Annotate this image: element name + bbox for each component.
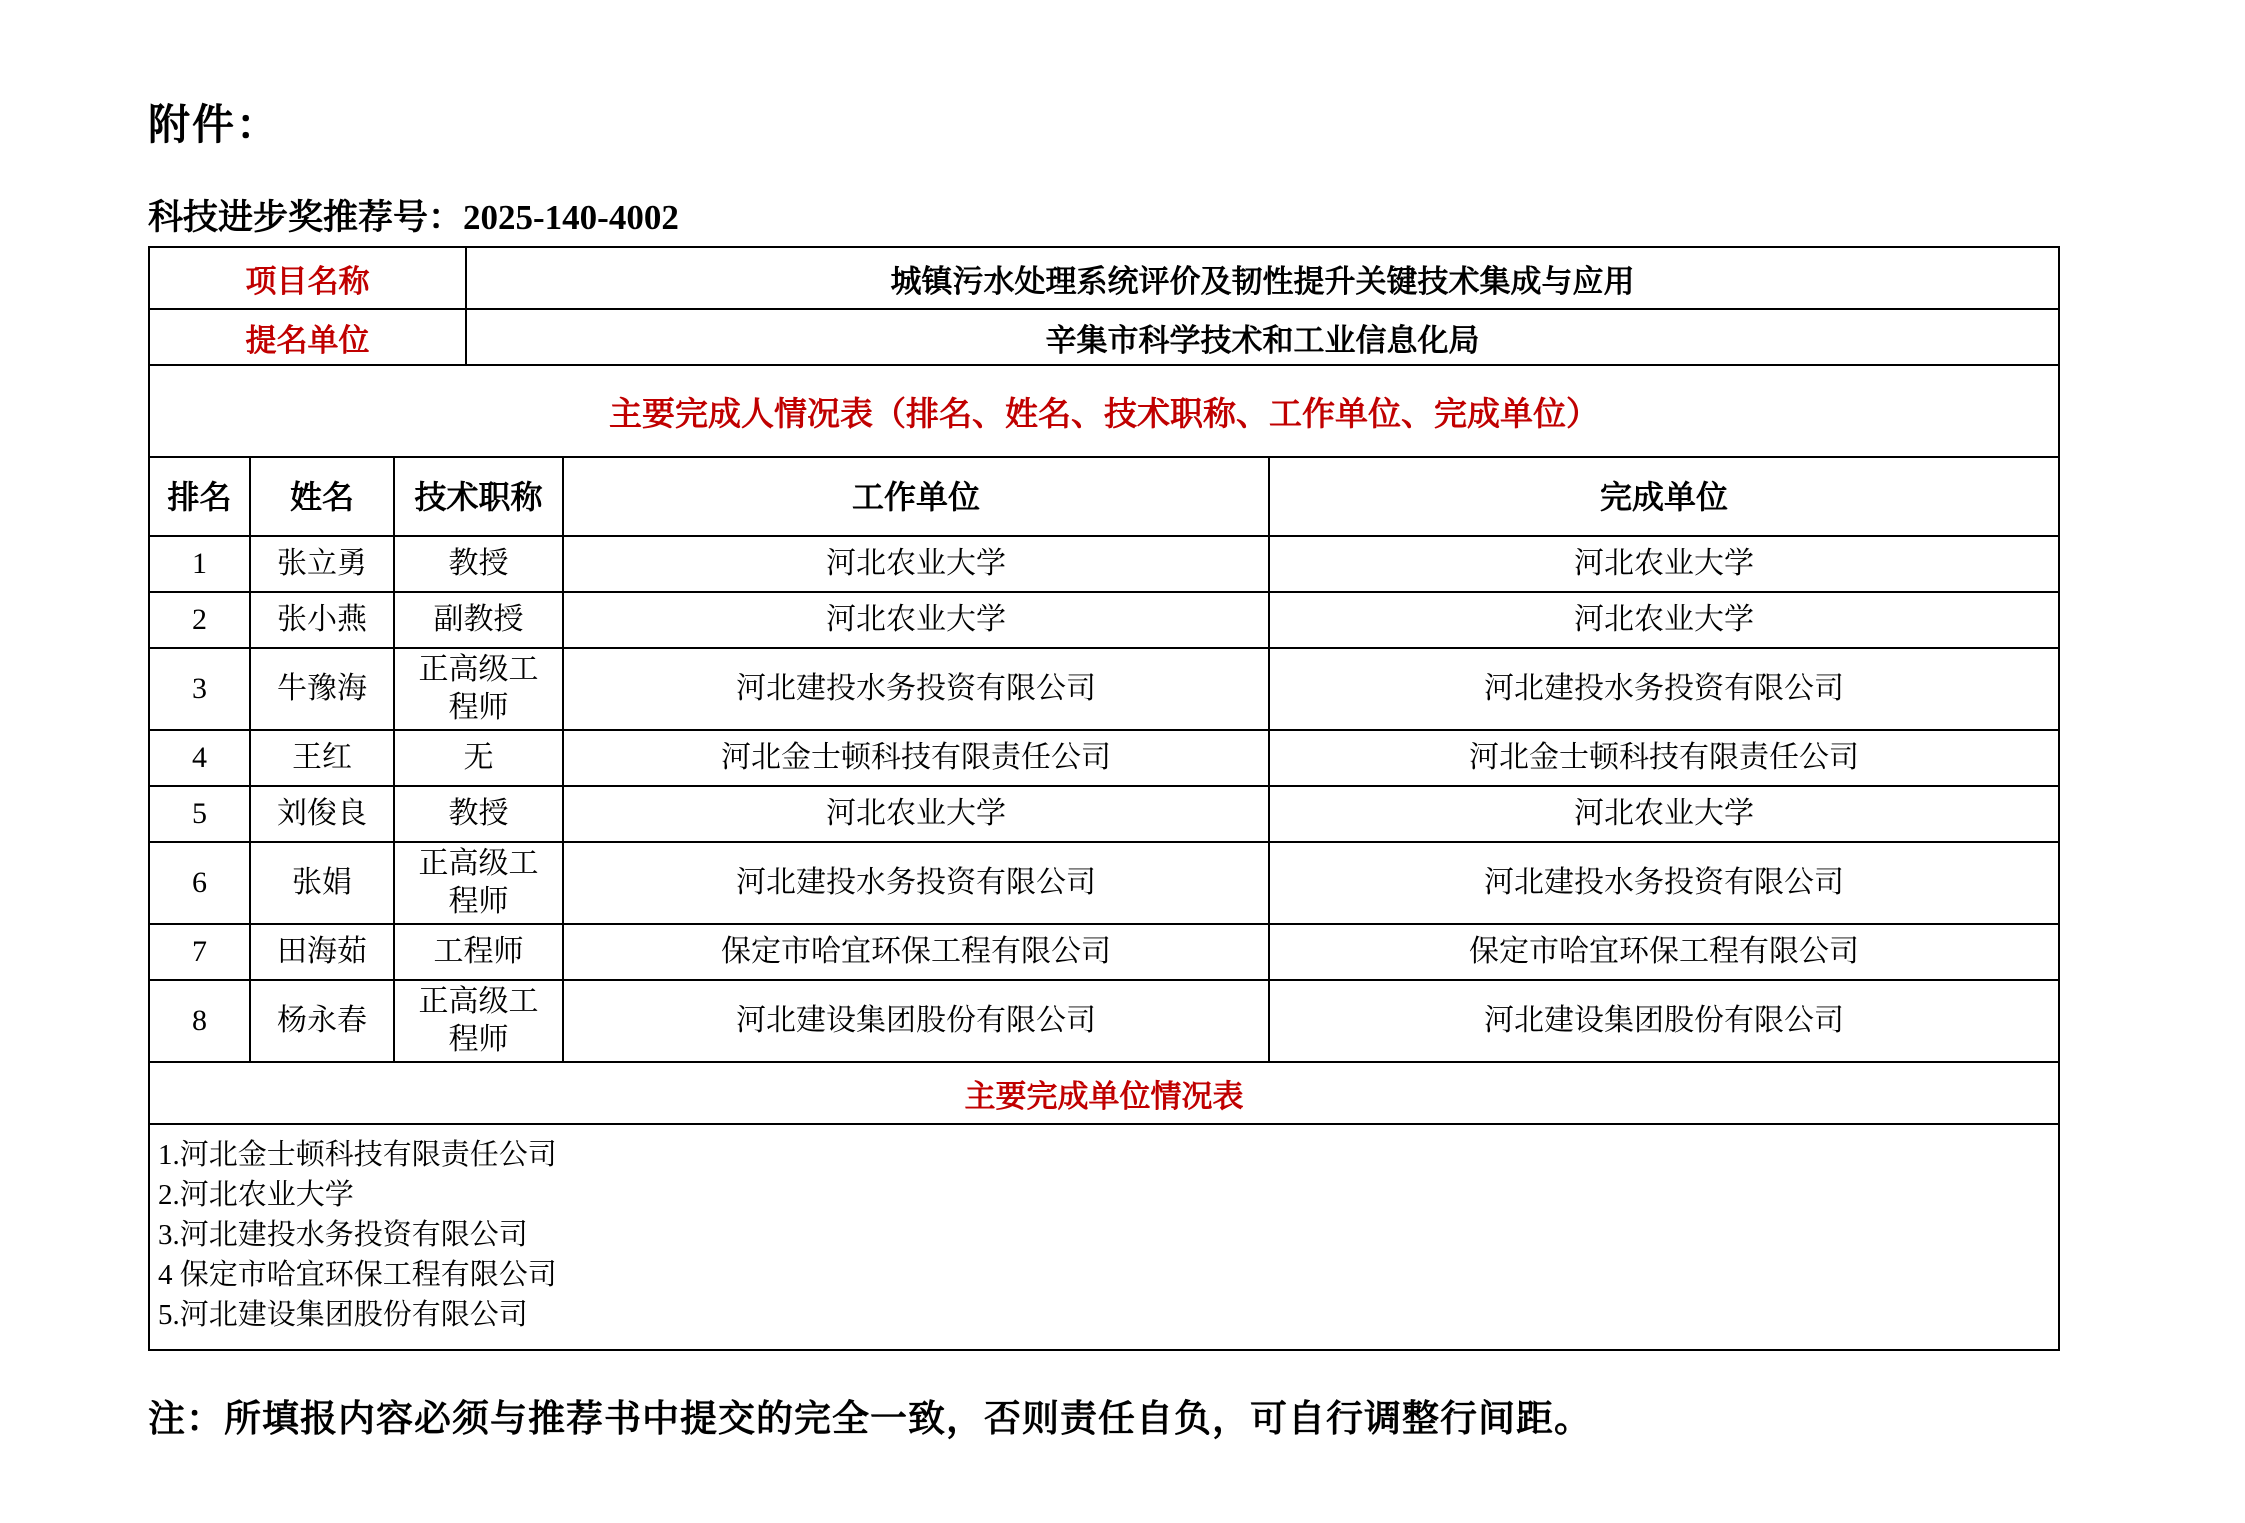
work-unit-cell: 河北建投水务投资有限公司	[563, 842, 1269, 924]
completer-row	[150, 536, 2058, 592]
recommendation-number-line	[148, 190, 679, 240]
completion-unit-cell: 河北农业大学	[1269, 786, 2058, 842]
completion-unit-cell: 河北金士顿科技有限责任公司	[1269, 730, 2058, 786]
unit-item: 2.河北农业大学	[158, 1179, 354, 1211]
completers-table-title: 主要完成人情况表（排名、姓名、技术职称、工作单位、完成单位）	[150, 366, 2058, 458]
col-header-rank: 排名	[150, 458, 250, 536]
title-cell: 正高级工程师	[394, 648, 563, 730]
rank-cell: 5	[150, 786, 250, 842]
units-list	[150, 1125, 2058, 1349]
col-header-completion-unit: 完成单位	[1269, 458, 2058, 536]
completers-table-grid	[150, 458, 2058, 1063]
award-table	[148, 246, 2060, 1351]
completion-unit-cell: 保定市哈宜环保工程有限公司	[1269, 924, 2058, 980]
title-cell: 教授	[394, 786, 563, 842]
rank-cell: 6	[150, 842, 250, 924]
project-name-label: 项目名称	[150, 248, 467, 310]
completer-row	[150, 592, 2058, 648]
work-unit-cell: 河北农业大学	[563, 536, 1269, 592]
work-unit-cell: 河北建设集团股份有限公司	[563, 980, 1269, 1062]
name-cell: 牛豫海	[250, 648, 394, 730]
completer-row	[150, 648, 2058, 730]
work-unit-cell: 河北建投水务投资有限公司	[563, 648, 1269, 730]
title-cell: 正高级工程师	[394, 842, 563, 924]
completer-row	[150, 730, 2058, 786]
work-unit-cell: 河北农业大学	[563, 786, 1269, 842]
rank-cell: 2	[150, 592, 250, 648]
completion-unit-cell: 河北农业大学	[1269, 536, 2058, 592]
unit-item: 3.河北建投水务投资有限公司	[158, 1219, 528, 1251]
title-cell: 正高级工程师	[394, 980, 563, 1062]
col-header-name: 姓名	[250, 458, 394, 536]
nominator-value: 辛集市科学技术和工业信息化局	[467, 310, 2058, 366]
name-cell: 张立勇	[250, 536, 394, 592]
rank-cell: 8	[150, 980, 250, 1062]
completion-unit-cell: 河北建投水务投资有限公司	[1269, 842, 2058, 924]
name-cell: 张娟	[250, 842, 394, 924]
project-info-section	[150, 248, 2058, 366]
recommendation-number: 2025-140-4002	[463, 198, 679, 237]
nominator-label: 提名单位	[150, 310, 467, 366]
completer-row	[150, 980, 2058, 1062]
units-table-title: 主要完成单位情况表	[150, 1063, 2058, 1125]
work-unit-cell: 河北农业大学	[563, 592, 1269, 648]
completer-row	[150, 786, 2058, 842]
completer-row	[150, 924, 2058, 980]
completers-header-row	[150, 458, 2058, 536]
completion-unit-cell: 河北建投水务投资有限公司	[1269, 648, 2058, 730]
name-cell: 杨永春	[250, 980, 394, 1062]
title-cell: 教授	[394, 536, 563, 592]
title-cell: 副教授	[394, 592, 563, 648]
name-cell: 张小燕	[250, 592, 394, 648]
completion-unit-cell: 河北建设集团股份有限公司	[1269, 980, 2058, 1062]
completion-unit-cell: 河北农业大学	[1269, 592, 2058, 648]
work-unit-cell: 保定市哈宜环保工程有限公司	[563, 924, 1269, 980]
attachment-label: 附件：	[148, 103, 281, 149]
recommendation-label: 科技进步奖推荐号：	[148, 198, 464, 237]
unit-item: 1.河北金士顿科技有限责任公司	[158, 1139, 557, 1171]
col-header-work-unit: 工作单位	[563, 458, 1269, 536]
project-name-value: 城镇污水处理系统评价及韧性提升关键技术集成与应用	[467, 248, 2058, 310]
rank-cell: 7	[150, 924, 250, 980]
name-cell: 田海茹	[250, 924, 394, 980]
unit-item: 4 保定市哈宜环保工程有限公司	[158, 1259, 557, 1291]
work-unit-cell: 河北金士顿科技有限责任公司	[563, 730, 1269, 786]
name-cell: 王红	[250, 730, 394, 786]
rank-cell: 1	[150, 536, 250, 592]
completer-row	[150, 842, 2058, 924]
title-cell: 工程师	[394, 924, 563, 980]
rank-cell: 4	[150, 730, 250, 786]
footer-note: 注：所填报内容必须与推荐书中提交的完全一致，否则责任自负，可自行调整行间距。	[148, 1399, 1592, 1440]
rank-cell: 3	[150, 648, 250, 730]
title-cell: 无	[394, 730, 563, 786]
unit-item: 5.河北建设集团股份有限公司	[158, 1299, 528, 1331]
col-header-title: 技术职称	[394, 458, 563, 536]
name-cell: 刘俊良	[250, 786, 394, 842]
